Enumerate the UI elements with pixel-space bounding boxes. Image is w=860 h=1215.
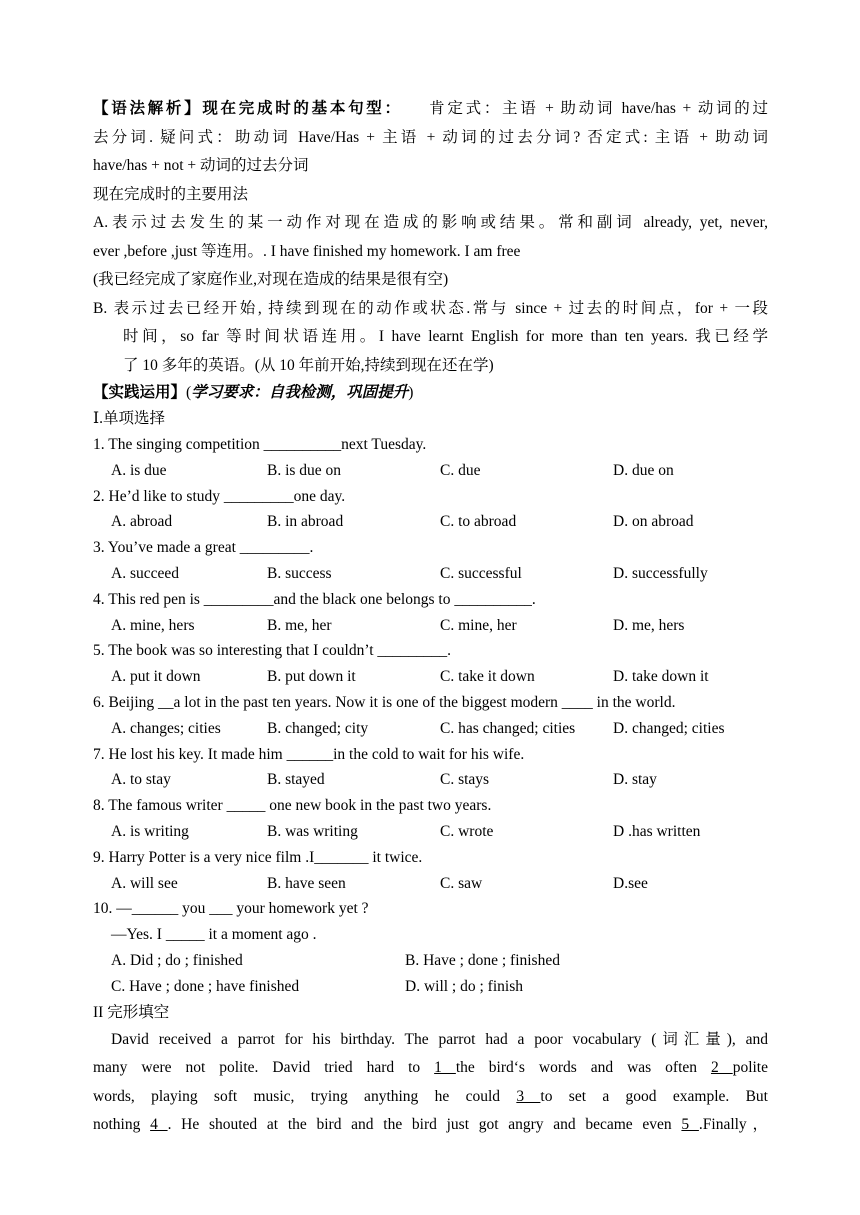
option[interactable]: C. successful: [440, 564, 522, 582]
section-1-title: Ⅰ.单项选择: [93, 410, 165, 427]
question-options: [93, 819, 768, 845]
grammar-heading: 【语法解析】: [93, 100, 203, 117]
option[interactable]: D. me, hers: [613, 616, 685, 634]
section-2-title: II 完形填空: [93, 1003, 170, 1021]
cloze-text: nothing: [93, 1116, 151, 1134]
usage-b-line-2: 时间，so far 等时间状语连用。I have learnt English for more than ten years. 我已经学: [123, 328, 768, 345]
option[interactable]: A. mine, hers: [111, 616, 195, 634]
cloze-blank-5: 5: [681, 1116, 699, 1134]
cloze-text: words, playing soft music, trying anything he could: [93, 1087, 517, 1105]
usage-a-line-3: (我已经完成了家庭作业,对现在造成的结果是很有空): [93, 271, 449, 288]
option[interactable]: C. has changed; cities: [440, 719, 576, 737]
option[interactable]: D. on abroad: [613, 513, 694, 531]
cloze-line-1: David received a parrot for his birthday. The parrot had a poor vocabulary (词汇量), and: [111, 1030, 768, 1048]
option[interactable]: B. in abroad: [267, 513, 344, 531]
option[interactable]: A. abroad: [111, 513, 173, 531]
question-stem: 9. Harry Potter is a very nice film .I_______ it twice.: [93, 848, 423, 866]
cloze-text: . He shouted at the bird and the bird just got angry and became even: [167, 1116, 682, 1134]
cloze-text: .Finally，: [698, 1116, 769, 1134]
question-options: [93, 871, 768, 897]
option[interactable]: C. Have ; done ; have finished: [111, 977, 300, 995]
cloze-text: to set a good example. But: [540, 1087, 768, 1105]
question-stem: 7. He lost his key. It made him ______in the cold to wait for his wife.: [93, 745, 525, 763]
usage-b-line-3: 了 10 多年的英语。(从 10 年前开始,持续到现在还在学): [123, 356, 494, 374]
option[interactable]: B. me, her: [267, 616, 332, 634]
question-10-options-row-2: [93, 974, 768, 1000]
question-10-answer-line: —Yes. I _____ it a moment ago .: [111, 926, 317, 944]
option[interactable]: A. Did ; do ; finished: [111, 951, 243, 969]
option[interactable]: B. changed; city: [267, 719, 369, 737]
question-options: [93, 613, 768, 639]
option[interactable]: D. successfully: [613, 564, 708, 582]
question-stem: 3. You’ve made a great _________.: [93, 539, 314, 557]
practice-req-close: ): [408, 384, 414, 401]
practice-heading: 【实践运用】: [93, 384, 187, 401]
option[interactable]: A. to stay: [111, 771, 171, 789]
question-options: [93, 767, 768, 793]
grammar-line-2: 去分词. 疑问式：助动词 Have/Has + 主语 + 动词的过去分词? 否定式: 主语 + 助动词: [93, 128, 768, 146]
question-stem: 8. The famous writer _____ one new book in the past two years.: [93, 797, 492, 815]
usage-b-line-1: B. 表示过去已经开始, 持续到现在的动作或状态.常与 since + 过去的时间点，for + 一段: [93, 299, 768, 317]
cloze-text: the bird‘s words and was often: [455, 1059, 711, 1077]
option[interactable]: B. is due on: [267, 461, 342, 479]
cloze-blank-4: 4: [150, 1116, 168, 1134]
option[interactable]: D. changed; cities: [613, 719, 725, 737]
option[interactable]: D. stay: [613, 771, 657, 789]
cloze-blank-1: 1: [434, 1059, 456, 1077]
option[interactable]: B. Have ; done ; finished: [405, 951, 560, 969]
grammar-line-1-text: 肯定式：主语 + 助动词 have/has + 动词的过: [429, 100, 768, 117]
question-stem: 4. This red pen is _________and the black one belongs to __________.: [93, 590, 536, 608]
option[interactable]: B. was writing: [267, 822, 358, 840]
option[interactable]: C. due: [440, 461, 481, 479]
practice-req-open: (: [186, 384, 192, 401]
option[interactable]: A. changes; cities: [111, 719, 221, 737]
option[interactable]: A. will see: [111, 874, 178, 892]
option[interactable]: B. stayed: [267, 771, 325, 789]
grammar-line-3: have/has + not + 动词的过去分词: [93, 157, 309, 174]
option[interactable]: D .has written: [613, 822, 701, 840]
practice-heading-line: [93, 380, 768, 406]
option[interactable]: C. wrote: [440, 822, 494, 840]
question-options: [93, 716, 768, 742]
option[interactable]: D. will ; do ; finish: [405, 977, 523, 995]
practice-requirement: 学习要求：自我检测，巩固提升: [191, 384, 409, 401]
cloze-line-2: [93, 1054, 768, 1083]
option[interactable]: C. stays: [440, 771, 490, 789]
cloze-blank-2: 2: [710, 1059, 733, 1077]
option[interactable]: C. take it down: [440, 668, 535, 686]
worksheet-page: [93, 95, 768, 1140]
cloze-text: many were not polite. David tried hard to: [93, 1059, 435, 1077]
usage-a-line-1: A.表示过去发生的某一动作对现在造成的影响或结果。常和副词 already, yet, never,: [93, 214, 768, 231]
question-list: [93, 432, 768, 896]
question-10-options-row-1: [93, 948, 768, 974]
grammar-heading-2: 现在完成时的基本句型：: [202, 100, 403, 117]
question-stem: 6. Beijing __a lot in the past ten years. Now it is one of the biggest modern ____ in the world.: [93, 693, 676, 711]
grammar-line-1: [93, 95, 768, 124]
option[interactable]: A. put it down: [111, 668, 201, 686]
option[interactable]: A. is writing: [111, 822, 189, 840]
question-stem: 5. The book was so interesting that I couldn’t _________.: [93, 642, 452, 660]
question-options: [93, 561, 768, 587]
option[interactable]: D. take down it: [613, 668, 709, 686]
cloze-line-3: [93, 1083, 768, 1112]
option[interactable]: C. to abroad: [440, 513, 517, 531]
option[interactable]: B. put down it: [267, 668, 356, 686]
usage-a-line-2: ever ,before ,just 等连用。. I have finished my homework. I am free: [93, 242, 521, 260]
option[interactable]: B. success: [267, 564, 332, 582]
option[interactable]: B. have seen: [267, 874, 346, 892]
question-10-stem: 10. —______ you ___ your homework yet ?: [93, 900, 369, 918]
option[interactable]: D.see: [613, 874, 648, 892]
cloze-blank-3: 3: [516, 1087, 541, 1105]
usage-title: 现在完成时的主要用法: [93, 185, 249, 203]
question-stem: 2. He’d like to study _________one day.: [93, 487, 346, 505]
cloze-line-4: [93, 1111, 768, 1140]
question-options: [93, 458, 768, 484]
option[interactable]: A. succeed: [111, 564, 179, 582]
cloze-text: polite: [732, 1059, 768, 1077]
question-options: [93, 509, 768, 535]
option[interactable]: A. is due: [111, 461, 167, 479]
option[interactable]: C. mine, her: [440, 616, 517, 634]
option[interactable]: D. due on: [613, 461, 674, 479]
option[interactable]: C. saw: [440, 874, 483, 892]
question-options: [93, 664, 768, 690]
question-stem: 1. The singing competition __________next Tuesday.: [93, 436, 427, 453]
